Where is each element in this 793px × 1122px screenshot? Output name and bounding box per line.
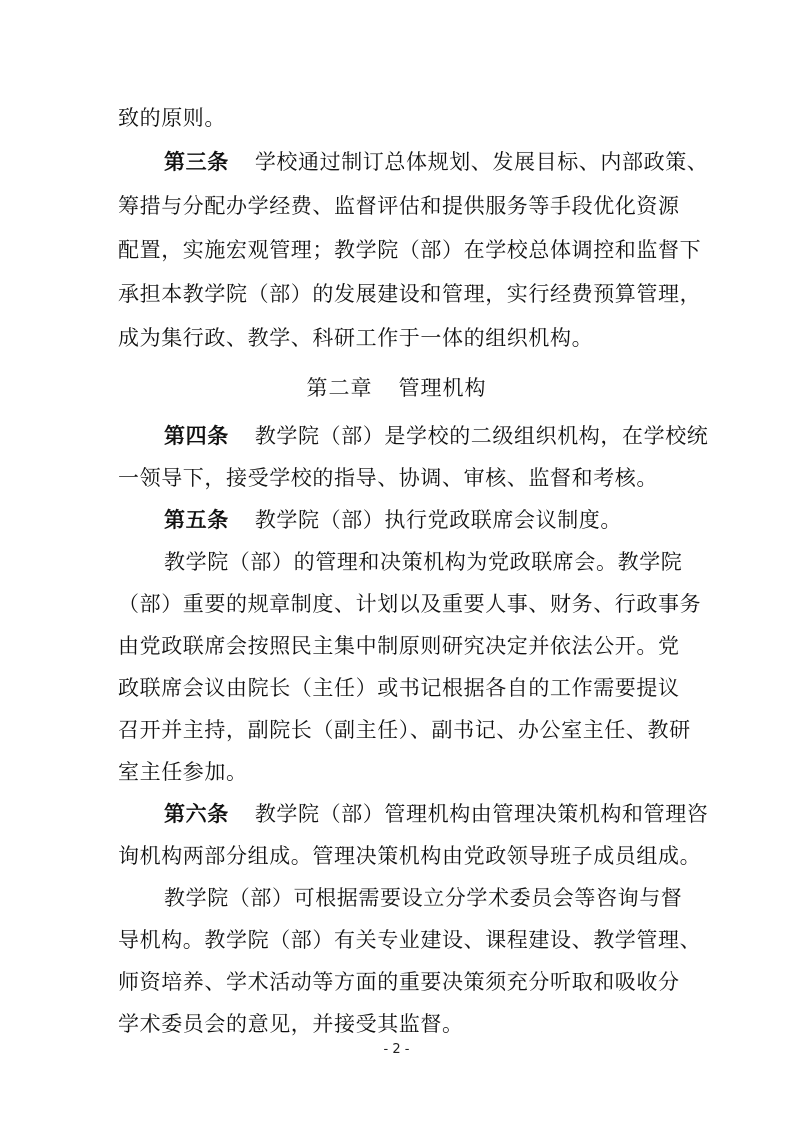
paragraph-line: 召开并主持，副院长（副主任）、副书记、办公室主任、教研: [118, 718, 691, 742]
article-6-line: 第六条 教学院（部）管理机构由管理决策机构和管理咨: [164, 802, 709, 826]
article-5-heading: 第五条: [164, 508, 229, 532]
paragraph-line: 教学院（部）的管理和决策机构为党政联席会。教学院: [164, 550, 683, 574]
paragraph-line: 致的原则。: [118, 106, 226, 130]
paragraph-line: 导机构。教学院（部）有关专业建设、课程建设、教学管理、: [118, 928, 702, 952]
paragraph-line: 学术委员会的意见，并接受其监督。: [118, 1012, 464, 1036]
paragraph-line: 承担本教学院（部）的发展建设和管理，实行经费预算管理，: [118, 282, 702, 306]
paragraph-line: 教学院（部）可根据需要设立分学术委员会等咨询与督: [164, 886, 683, 910]
article-3-heading: 第三条: [164, 150, 229, 174]
paragraph-line: 政联席会议由院长（主任）或书记根据各自的工作需要提议: [118, 676, 680, 700]
article-6-heading: 第六条: [164, 802, 229, 826]
paragraph-line: 室主任参加。: [118, 760, 248, 784]
article-5-line: 第五条 教学院（部）执行党政联席会议制度。: [164, 508, 623, 532]
paragraph-line: 由党政联席会按照民主集中制原则研究决定并依法公开。党: [118, 634, 680, 658]
chapter-number: 第二章: [306, 376, 373, 400]
paragraph-line: 一领导下，接受学校的指导、协调、审核、监督和考核。: [118, 466, 658, 490]
paragraph-line: 询机构两部分组成。管理决策机构由党政领导班子成员组成。: [118, 844, 702, 868]
article-4-line: 第四条 教学院（部）是学校的二级组织机构，在学校统: [164, 424, 709, 448]
paragraph-line: 筹措与分配办学经费、监督评估和提供服务等手段优化资源: [118, 194, 680, 218]
paragraph-line: 师资培养、学术活动等方面的重要决策须充分听取和吸收分: [118, 970, 680, 994]
chapter-title: 管理机构: [398, 376, 487, 400]
paragraph-line: 成为集行政、教学、科研工作于一体的组织机构。: [118, 326, 594, 350]
article-4-heading: 第四条: [164, 424, 229, 448]
article-3-line: 第三条 学校通过制订总体规划、发展目标、内部政策、: [164, 150, 709, 174]
page-number: - 2 -: [383, 1042, 410, 1057]
paragraph-line: 配置，实施宏观管理；教学院（部）在学校总体调控和监督下: [118, 238, 702, 262]
chapter-heading: [0, 376, 793, 400]
paragraph-line: （部）重要的规章制度、计划以及重要人事、财务、行政事务: [118, 592, 702, 616]
